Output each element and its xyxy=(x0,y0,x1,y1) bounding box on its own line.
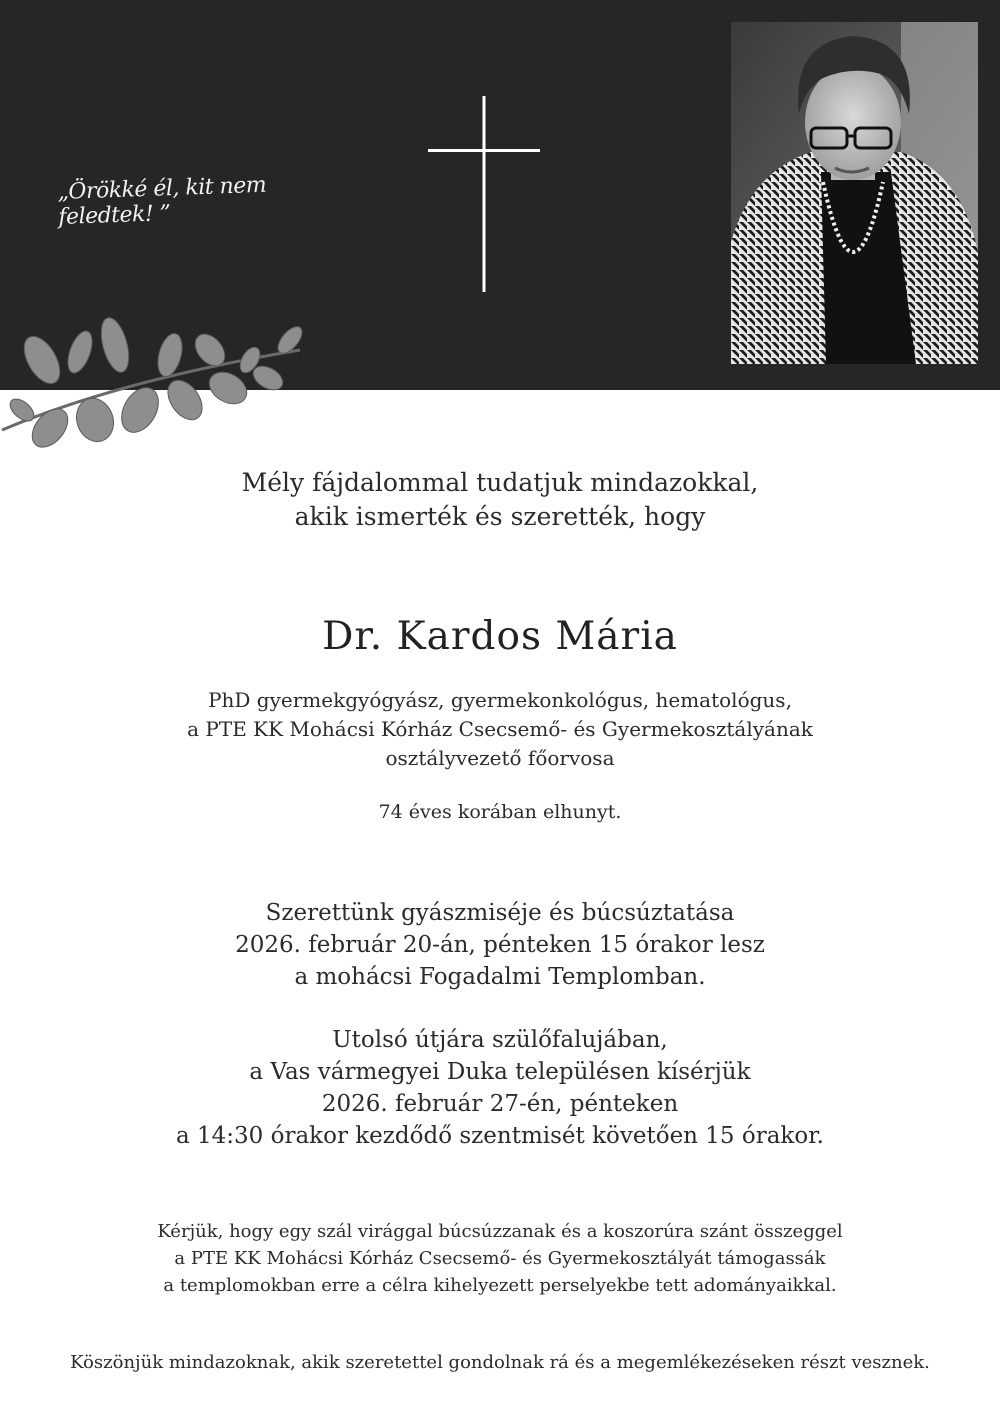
deceased-name: Dr. Kardos Mária xyxy=(322,614,678,659)
thanks-text: Köszönjük mindazoknak, akik szeretettel gondolnak rá és a megemlékezéseken részt vesznek. xyxy=(70,1352,930,1373)
donation-request-text: Kérjük, hogy egy szál virággal búcsúzzanak és a koszorúra szánt összeggel a PTE KK Mohácsi Kórház Csecsemő- és Gyermekosztályát támogassák a templomokban erre a célra kihelyezett perselyekbe tett adományaikkal. xyxy=(157,1221,843,1296)
portrait-photo xyxy=(731,22,978,364)
burial-text: Utolsó útjára szülőfalujában, a Vas vármegyei Duka településen kísérjük 2026. február 27-én, pénteken a 14:30 órakor kezdődő szentmisét követően 15 órakor. xyxy=(175,1027,824,1149)
profession-text: PhD gyermekgyógyász, gyermekonkológus, hematológus, a PTE KK Mohácsi Kórház Csecsemő- és Gyermekosztályának osztályvezető főorvosa xyxy=(187,688,813,770)
memorial-quote: „Örökké él, kit nem feledtek! ” xyxy=(57,172,267,230)
leaf-branch-icon xyxy=(0,310,320,460)
age-text: 74 éves korában elhunyt. xyxy=(378,801,622,823)
funeral-mass-text: Szerettünk gyászmiséje és búcsúztatása 2026. február 20-án, pénteken 15 órakor lesz a mohácsi Fogadalmi Templomban. xyxy=(235,900,765,990)
cross-icon xyxy=(428,96,540,292)
intro-text: Mély fájdalommal tudatjuk mindazokkal, akik ismerték és szerették, hogy xyxy=(241,468,759,531)
